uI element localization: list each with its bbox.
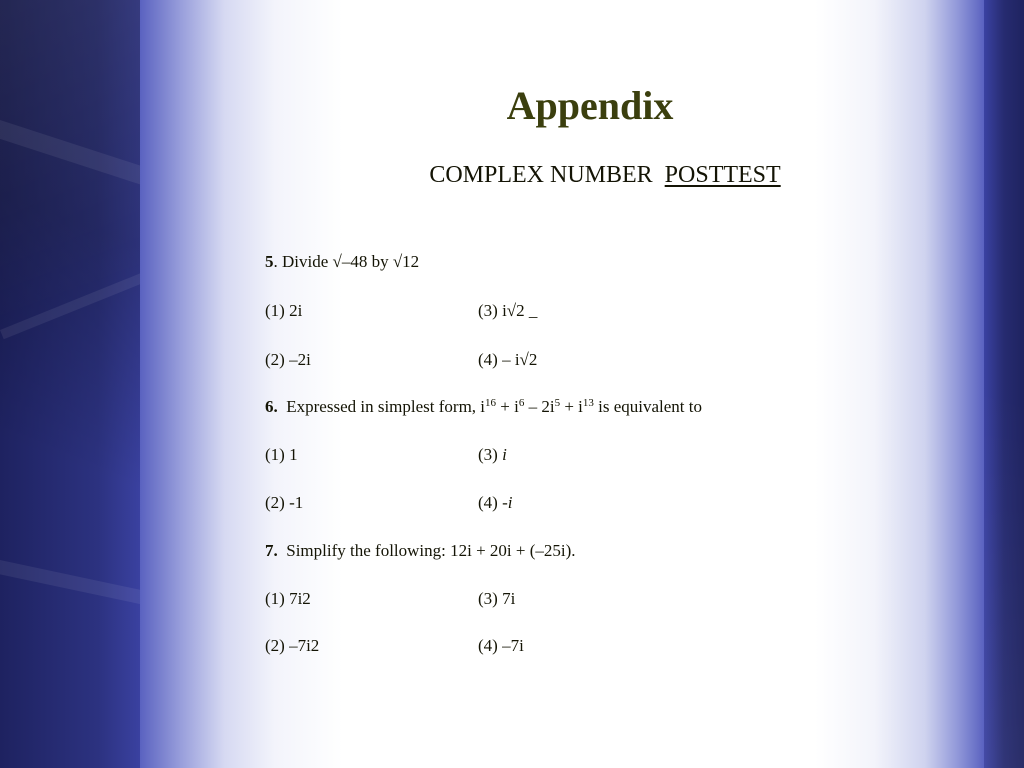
question-stem-part: Expressed in simplest form, i (286, 397, 486, 416)
question-7-option-3: (3) 7i (478, 589, 516, 608)
question-6-option-1: (1) 1 (265, 445, 298, 464)
option-value: i (502, 445, 507, 464)
slide-title: Appendix (506, 83, 674, 128)
question-number: 7. (265, 541, 278, 560)
question-5-option-4: (4) – i√2 (478, 350, 538, 369)
question-stem-part: is equivalent to (593, 397, 703, 416)
question-stem: Simplify the following: 12i + 20i + (–25i). (286, 541, 576, 560)
question-6 (265, 397, 702, 417)
subtitle-main: COMPLEX NUMBER (429, 162, 653, 188)
slide-subtitle (360, 162, 850, 189)
question-stem-part: – 2i (524, 397, 555, 416)
question-7-option-1: (1) 7i2 (265, 589, 311, 608)
background-streak (0, 248, 140, 340)
background-right-panel (984, 0, 1024, 768)
question-stem-part: + i (496, 397, 519, 416)
question-number: 6. (265, 397, 278, 416)
question-7-option-2: (2) –7i2 (265, 636, 320, 655)
question-5-option-1: (1) 2i (265, 301, 303, 320)
question-number: 5 (265, 252, 274, 271)
subtitle-underlined: POSTTEST (664, 162, 781, 188)
question-6-option-2: (2) -1 (265, 493, 304, 512)
question-7 (265, 541, 576, 561)
question-7-option-4: (4) –7i (478, 636, 524, 655)
exponent: 6 (518, 397, 525, 409)
question-stem-part: + i (560, 397, 583, 416)
question-6-option-3 (478, 445, 507, 465)
question-5-option-2: (2) –2i (265, 350, 311, 369)
background-left-panel (0, 0, 140, 768)
background-streak (0, 120, 140, 199)
question-stem: . Divide √–48 by √12 (273, 252, 420, 271)
exponent: 5 (554, 397, 561, 409)
option-value: i (507, 493, 513, 512)
exponent: 13 (582, 397, 594, 409)
question-6-option-4 (478, 493, 512, 513)
exponent: 16 (485, 397, 497, 409)
option-prefix: (4) - (478, 493, 508, 512)
question-5 (265, 252, 419, 272)
question-5-option-3: (3) i√2 _ (478, 301, 538, 320)
option-prefix: (3) (478, 445, 503, 464)
background-streak (0, 560, 140, 615)
